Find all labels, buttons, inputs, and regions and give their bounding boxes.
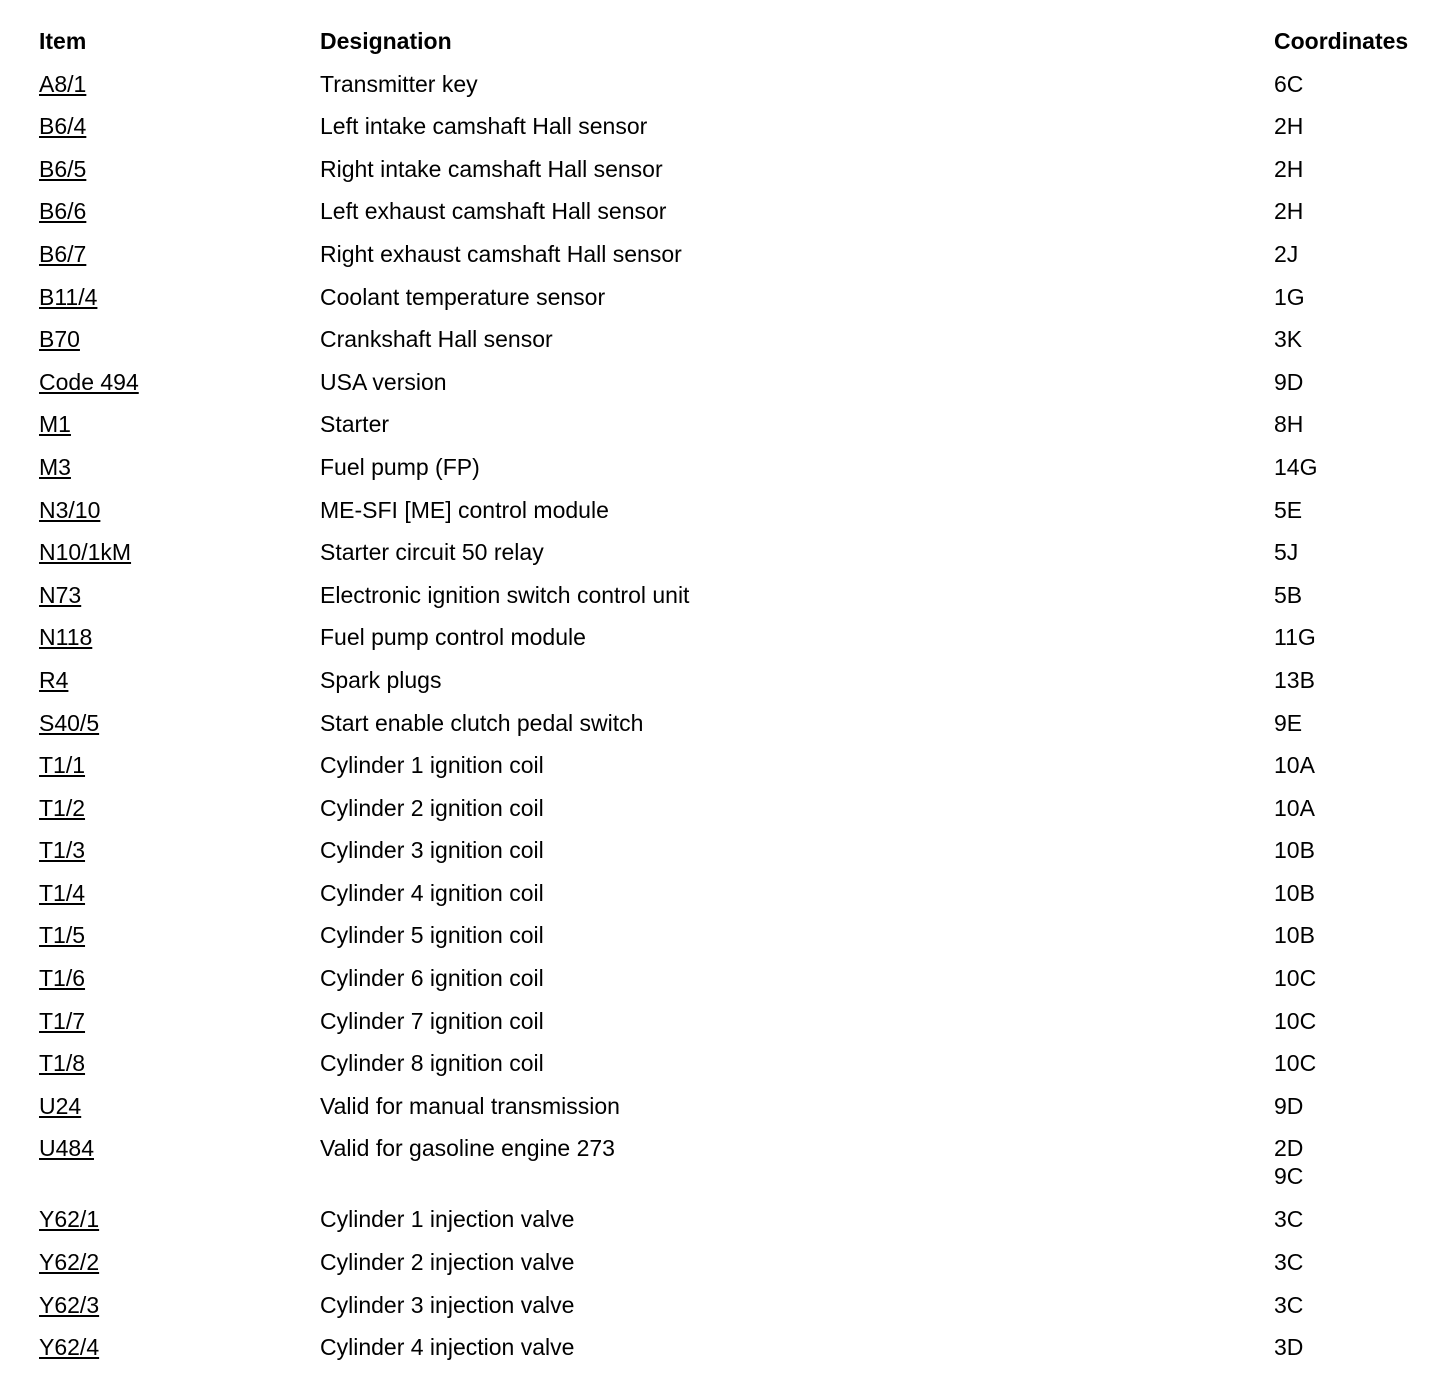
designation-cell: Cylinder 4 injection valve: [320, 1334, 575, 1361]
designation-cell: Cylinder 1 injection valve: [320, 1206, 575, 1233]
coordinate-value: 3K: [1274, 326, 1303, 353]
item-cell: [39, 837, 85, 865]
item-cell: [39, 624, 92, 652]
table-row: [39, 880, 1439, 923]
item-cell: [39, 326, 80, 354]
item-link[interactable]: T1/2: [39, 794, 86, 821]
designation-cell: Fuel pump control module: [320, 624, 586, 651]
designation-cell: Valid for manual transmission: [320, 1092, 620, 1119]
item-cell: [39, 1292, 99, 1320]
item-cell: [39, 1206, 99, 1234]
designation-cell: Transmitter key: [320, 70, 478, 97]
designation-column-header: Designation: [320, 28, 452, 54]
designation-cell: Cylinder 2 ignition coil: [320, 794, 544, 821]
coordinate-value: 10C: [1274, 965, 1317, 992]
table-row: [39, 837, 1439, 880]
item-link[interactable]: R4: [39, 666, 69, 693]
coordinates-cell: [1274, 752, 1315, 780]
item-link[interactable]: N3/10: [39, 496, 101, 523]
table-row: [39, 198, 1439, 241]
item-link[interactable]: A8/1: [39, 70, 87, 97]
item-link[interactable]: T1/6: [39, 965, 86, 992]
designation-cell: Left intake camshaft Hall sensor: [320, 113, 648, 140]
item-cell: [39, 582, 81, 610]
item-link[interactable]: M3: [39, 453, 71, 480]
item-link[interactable]: B70: [39, 326, 80, 353]
table-row: [39, 667, 1439, 710]
table-row: [39, 1292, 1439, 1335]
designation-cell: USA version: [320, 368, 447, 395]
item-column-header: Item: [39, 28, 87, 54]
table-row: [39, 71, 1439, 114]
coordinate-value: 10B: [1274, 922, 1315, 949]
item-cell: [39, 965, 85, 993]
coordinates-cell: [1274, 1093, 1303, 1121]
item-link[interactable]: U484: [39, 1135, 94, 1162]
coordinates-cell: [1274, 1206, 1303, 1234]
table-row: [39, 1093, 1439, 1136]
table-header-row: [39, 28, 1439, 71]
designation-cell: ME-SFI [ME] control module: [320, 496, 609, 523]
coordinate-value: 9C: [1274, 1163, 1304, 1190]
designation-cell: Cylinder 3 ignition coil: [320, 837, 544, 864]
coordinate-value: 10A: [1274, 794, 1315, 821]
item-cell: [39, 1050, 85, 1078]
item-cell: [39, 539, 131, 567]
table-row: [39, 539, 1439, 582]
table-row: [39, 965, 1439, 1008]
item-link[interactable]: S40/5: [39, 709, 100, 736]
coordinate-value: 14G: [1274, 453, 1318, 480]
coordinate-value: 10C: [1274, 1050, 1317, 1077]
item-cell: [39, 113, 86, 141]
coordinates-cell: [1274, 284, 1305, 312]
coordinate-value: 10B: [1274, 837, 1315, 864]
item-link[interactable]: U24: [39, 1092, 82, 1119]
table-row: [39, 411, 1439, 454]
coordinate-value: 3C: [1274, 1249, 1304, 1276]
coordinate-value: 2H: [1274, 113, 1304, 140]
coordinates-cell: [1274, 624, 1316, 652]
item-link[interactable]: Y62/1: [39, 1206, 100, 1233]
item-link[interactable]: B6/4: [39, 113, 87, 140]
item-cell: [39, 284, 97, 312]
item-link[interactable]: N73: [39, 581, 82, 608]
designation-cell: Cylinder 7 ignition coil: [320, 1007, 544, 1034]
table-row: [39, 497, 1439, 540]
item-cell: [39, 369, 139, 397]
table-row: [39, 582, 1439, 625]
item-link[interactable]: T1/5: [39, 922, 86, 949]
coordinates-cell: [1274, 1050, 1316, 1078]
item-link[interactable]: N118: [39, 624, 93, 651]
table-row: [39, 710, 1439, 753]
coordinate-value: 5E: [1274, 496, 1303, 523]
item-cell: [39, 198, 86, 226]
item-cell: [39, 497, 100, 525]
coordinate-value: 2H: [1274, 155, 1304, 182]
coordinates-cell: [1274, 1008, 1316, 1036]
item-cell: [39, 1249, 99, 1277]
coordinate-value: 9E: [1274, 709, 1303, 736]
coordinates-cell: [1274, 156, 1303, 184]
coordinate-value: 9D: [1274, 368, 1304, 395]
coordinates-column-header: Coordinates: [1274, 28, 1409, 54]
table-row: [39, 156, 1439, 199]
designation-cell: Starter: [320, 411, 390, 438]
coordinate-value: 10C: [1274, 1007, 1317, 1034]
coordinates-cell: [1274, 667, 1315, 695]
coordinates-cell: [1274, 795, 1315, 823]
table-row: [39, 1050, 1439, 1093]
designation-cell: Coolant temperature sensor: [320, 283, 606, 310]
designation-cell: Cylinder 5 ignition coil: [320, 922, 544, 949]
table-row: [39, 454, 1439, 497]
item-link[interactable]: T1/4: [39, 879, 86, 906]
coordinates-cell: [1274, 113, 1303, 141]
coordinate-value: 2J: [1274, 240, 1299, 267]
item-cell: [39, 922, 85, 950]
coordinates-cell: [1274, 1249, 1303, 1277]
coordinates-cell: [1274, 582, 1302, 610]
item-link[interactable]: Y62/3: [39, 1291, 100, 1318]
coordinates-cell: [1274, 454, 1317, 482]
coordinates-cell: [1274, 71, 1303, 99]
designation-cell: Fuel pump (FP): [320, 453, 480, 480]
item-cell: [39, 1334, 99, 1362]
component-legend-table: [39, 28, 1439, 1377]
table-row: [39, 1135, 1439, 1206]
designation-cell: Left exhaust camshaft Hall sensor: [320, 198, 667, 225]
designation-cell: Cylinder 3 injection valve: [320, 1291, 575, 1318]
coordinate-value: 13B: [1274, 666, 1315, 693]
table-row: [39, 113, 1439, 156]
item-link[interactable]: Y62/2: [39, 1249, 100, 1276]
coordinates-cell: [1274, 1292, 1303, 1320]
table-row: [39, 1249, 1439, 1292]
table-row: [39, 795, 1439, 838]
item-link[interactable]: Code 494: [39, 368, 139, 395]
coordinates-cell: [1274, 1334, 1303, 1362]
coordinate-value: 3C: [1274, 1206, 1304, 1233]
coordinate-value: 2H: [1274, 198, 1304, 225]
designation-cell: Cylinder 6 ignition coil: [320, 965, 544, 992]
table-body: [39, 71, 1439, 1377]
item-link[interactable]: T1/7: [39, 1007, 86, 1034]
coordinates-cell: [1274, 880, 1315, 908]
item-cell: [39, 241, 86, 269]
item-cell: [39, 454, 71, 482]
coordinates-cell: [1274, 1135, 1303, 1191]
item-link[interactable]: B6/5: [39, 155, 87, 182]
item-link[interactable]: T1/3: [39, 837, 86, 864]
table-row: [39, 922, 1439, 965]
item-link[interactable]: B11/4: [39, 283, 98, 310]
coordinate-value: 8H: [1274, 411, 1304, 438]
designation-cell: Cylinder 4 ignition coil: [320, 879, 544, 906]
designation-cell: Valid for gasoline engine 273: [320, 1135, 615, 1162]
coordinate-value: 5B: [1274, 581, 1303, 608]
item-link[interactable]: B6/7: [39, 240, 87, 267]
designation-cell: Right intake camshaft Hall sensor: [320, 155, 663, 182]
table-row: [39, 369, 1439, 412]
item-cell: [39, 752, 85, 780]
coordinate-value: 11G: [1274, 624, 1316, 651]
table-row: [39, 241, 1439, 284]
designation-cell: Cylinder 2 injection valve: [320, 1249, 575, 1276]
designation-cell: Cylinder 8 ignition coil: [320, 1050, 544, 1077]
item-cell: [39, 1008, 85, 1036]
item-link[interactable]: Y62/4: [39, 1334, 100, 1361]
item-cell: [39, 1135, 94, 1163]
designation-cell: Spark plugs: [320, 666, 442, 693]
item-cell: [39, 667, 68, 695]
coordinates-cell: [1274, 710, 1302, 738]
coordinate-value: 10B: [1274, 879, 1315, 906]
item-link[interactable]: N10/1kM: [39, 539, 132, 566]
coordinate-value: 3D: [1274, 1334, 1304, 1361]
designation-cell: Right exhaust camshaft Hall sensor: [320, 240, 682, 267]
coordinates-cell: [1274, 922, 1315, 950]
coordinates-cell: [1274, 326, 1302, 354]
designation-cell: Crankshaft Hall sensor: [320, 326, 553, 353]
item-link[interactable]: B6/6: [39, 198, 87, 225]
coordinate-value: 9D: [1274, 1092, 1304, 1119]
item-cell: [39, 880, 85, 908]
coordinate-value: 2D: [1274, 1135, 1304, 1162]
coordinate-value: 6C: [1274, 70, 1304, 97]
table-row: [39, 1206, 1439, 1249]
table-row: [39, 752, 1439, 795]
item-link[interactable]: T1/8: [39, 1050, 86, 1077]
coordinates-cell: [1274, 539, 1298, 567]
item-cell: [39, 1093, 81, 1121]
item-cell: [39, 71, 86, 99]
coordinates-cell: [1274, 497, 1302, 525]
designation-cell: Electronic ignition switch control unit: [320, 581, 690, 608]
coordinates-cell: [1274, 837, 1315, 865]
item-cell: [39, 411, 71, 439]
table-row: [39, 624, 1439, 667]
coordinate-value: 5J: [1274, 539, 1299, 566]
coordinates-cell: [1274, 369, 1303, 397]
table-row: [39, 1334, 1439, 1377]
coordinates-cell: [1274, 198, 1303, 226]
item-link[interactable]: T1/1: [39, 752, 86, 779]
table-row: [39, 1008, 1439, 1051]
coordinates-cell: [1274, 241, 1298, 269]
designation-cell: Starter circuit 50 relay: [320, 539, 544, 566]
coordinates-cell: [1274, 965, 1316, 993]
designation-cell: Start enable clutch pedal switch: [320, 709, 644, 736]
coordinate-value: 1G: [1274, 283, 1305, 310]
item-link[interactable]: M1: [39, 411, 71, 438]
designation-cell: Cylinder 1 ignition coil: [320, 752, 544, 779]
item-cell: [39, 795, 85, 823]
item-cell: [39, 710, 99, 738]
item-cell: [39, 156, 86, 184]
table-row: [39, 326, 1439, 369]
coordinate-value: 3C: [1274, 1291, 1304, 1318]
coordinates-cell: [1274, 411, 1303, 439]
coordinate-value: 10A: [1274, 752, 1315, 779]
table-row: [39, 284, 1439, 327]
